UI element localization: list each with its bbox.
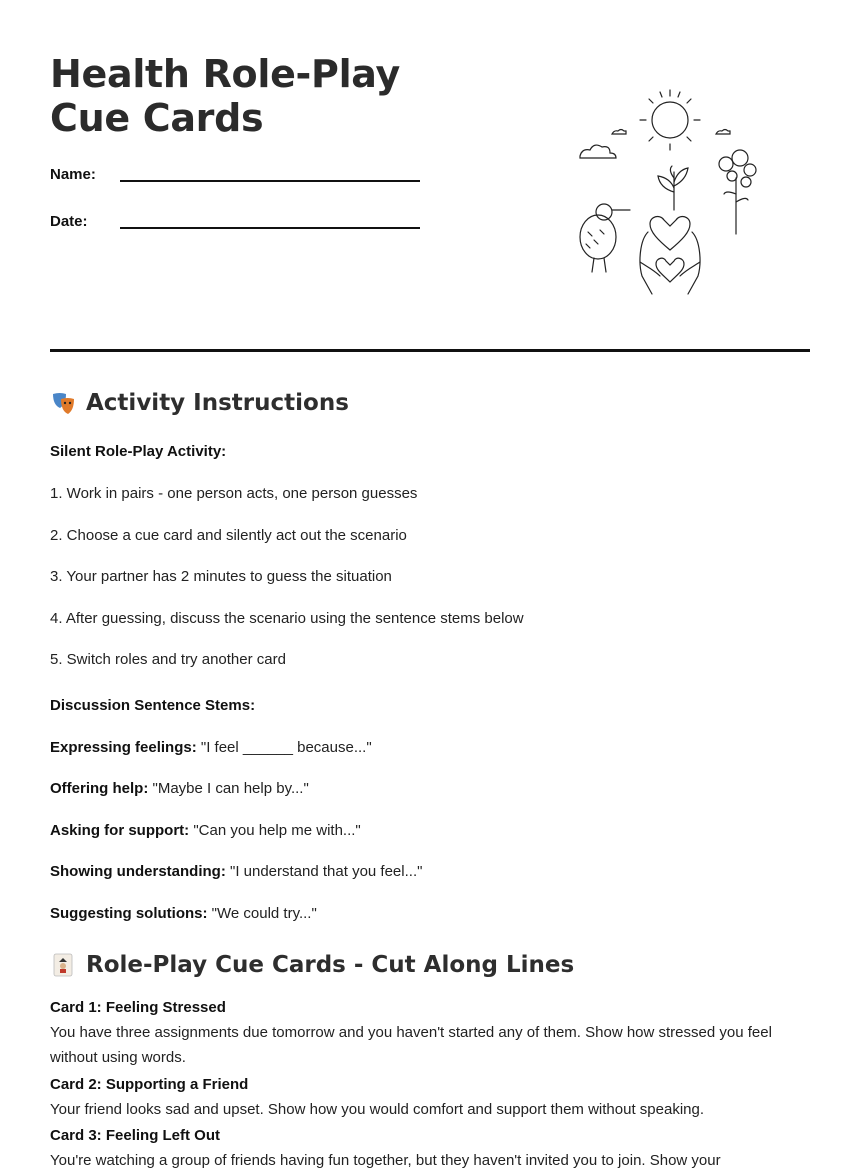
card-1-text: You have three assignments due tomorrow and you haven't started any of them. Show how stressed you feel without using words. [50,1024,772,1066]
stem-offering-help [50,776,810,801]
cards-heading [50,952,574,978]
name-field [50,166,120,183]
stem-label: Asking for support: [50,822,190,839]
instructions-subheading: Silent Role-Play Activity: [50,443,227,460]
sun-icon [640,90,700,150]
stem-label: Expressing feelings: [50,739,197,756]
cloud-icon [580,130,730,159]
stem-text: "Maybe I can help by..." [148,780,309,797]
page-title: Health Role-Play Cue Cards [50,52,400,140]
health-illustration [570,82,770,302]
instructions-heading [50,390,349,416]
date-field [50,213,120,230]
joker-card-icon [50,952,76,978]
sapling-icon [658,166,688,210]
card-2-title: Card 2: Supporting a Friend [50,1076,249,1093]
stem-suggesting-solutions [50,901,810,926]
stem-text: "I understand that you feel..." [225,863,423,880]
instruction-step-3: 3. Your partner has 2 minutes to guess the situation [50,568,392,585]
stem-label: Showing understanding: [50,863,226,880]
instruction-step-1: 1. Work in pairs - one person acts, one person guesses [50,485,418,502]
card-3-text: You're watching a group of friends having fun together, but they haven't invited you to join. Show your [50,1152,721,1169]
stem-text: "I feel ______ because..." [196,739,372,756]
stems-heading: Discussion Sentence Stems: [50,697,256,714]
instruction-step-2: 2. Choose a cue card and silently act out the scenario [50,527,407,544]
instruction-step-5: 5. Switch roles and try another card [50,651,286,668]
stem-text: "We could try..." [207,905,317,922]
card-3-title: Card 3: Feeling Left Out [50,1127,221,1144]
hands-heart-icon [640,217,700,294]
instructions-heading-text: Activity Instructions [86,390,349,416]
flower-tree-icon [719,150,756,234]
header-divider [50,349,810,352]
stem-label: Suggesting solutions: [50,905,208,922]
card-1-title: Card 1: Feeling Stressed [50,999,226,1016]
stem-label: Offering help: [50,780,149,797]
date-label: Date: [50,213,88,230]
date-line[interactable] [120,227,420,229]
name-line[interactable] [120,180,420,182]
kiwi-bird-icon [580,204,630,272]
instruction-step-4: 4. After guessing, discuss the scenario using the sentence stems below [50,610,524,627]
name-label: Name: [50,166,96,183]
cards-heading-text: Role-Play Cue Cards - Cut Along Lines [86,952,575,978]
stem-text: "Can you help me with..." [189,822,361,839]
stem-showing-understanding [50,859,810,884]
stem-expressing-feelings [50,735,810,760]
stem-asking-support [50,818,810,843]
theater-masks-icon [50,390,76,416]
card-2-text: Your friend looks sad and upset. Show how you would comfort and support them without speaking. [50,1101,705,1118]
